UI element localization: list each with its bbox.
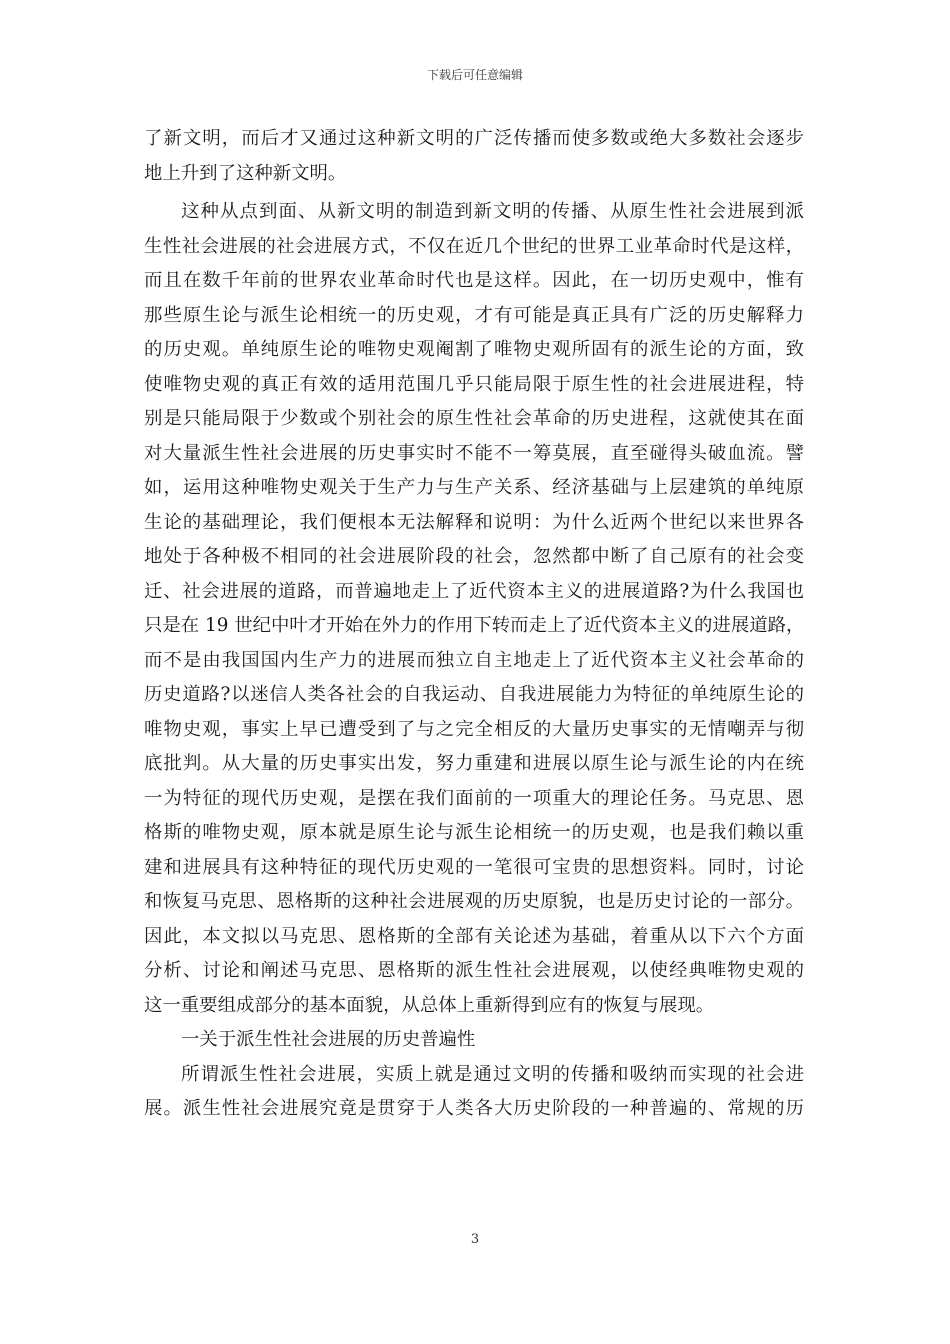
text-line: 了新文明，而后才又通过这种新文明的广泛传播而使多数或绝大多数社会逐步 [144, 128, 804, 149]
text-line: 和恢复马克思、恩格斯的这种社会进展观的历史原貌，也是历史讨论的一部分。 [144, 891, 804, 912]
text-line: 地上升到了这种新文明。 [144, 162, 347, 184]
text-line: 这种从点到面、从新文明的制造到新文明的传播、从原生性社会进展到派 [181, 201, 804, 222]
text-line: 所谓派生性社会进展，实质上就是通过文明的传播和吸纳而实现的社会进 [181, 1063, 804, 1085]
text-line: 那些原生论与派生论相统一的历史观，才有可能是真正具有广泛的历史解释力 [144, 304, 804, 326]
text-line: 如，运用这种唯物史观关于生产力与生产关系、经济基础与上层建筑的单纯原 [144, 477, 804, 498]
page-number: 3 [470, 1232, 480, 1247]
text-line: 一为特征的现代历史观，是摆在我们面前的一项重大的理论任务。马克思、恩 [144, 787, 804, 809]
text-line: 分析、讨论和阐述马克思、恩格斯的派生性社会进展观，以使经典唯物史观的 [144, 960, 804, 981]
text-line: 底批判。从大量的历史事实出发，努力重建和进展以原生论与派生论的内在统 [144, 753, 804, 774]
body-text [144, 122, 804, 1127]
text-line: 格斯的唯物史观，原本就是原生论与派生论相统一的历史观，也是我们赖以重 [144, 822, 804, 843]
text-line: 只是在 19 世纪中叶才开始在外力的作用下转而走上了近代资本主义的进展道路， [144, 615, 804, 636]
text-line: 生性社会进展的社会进展方式，不仅在近几个世纪的世界工业革命时代是这样， [144, 235, 804, 257]
text-line: 这一重要组成部分的基本面貌，从总体上重新得到应有的恢复与展现。 [144, 994, 715, 1016]
page-header: 下载后可任意编辑 [426, 68, 523, 82]
text-line: 建和进展具有这种特征的现代历史观的一笔很可宝贵的思想资料。同时，讨论 [144, 856, 804, 878]
text-line: 的历史观。单纯原生论的唯物史观阉割了唯物史观所固有的派生论的方面，致 [144, 339, 804, 360]
text-line: 别是只能局限于少数或个别社会的原生性社会革命的历史进程，这就使其在面 [144, 408, 804, 429]
text-line: 而不是由我国国内生产力的进展而独立自主地走上了近代资本主义社会革命的 [144, 649, 804, 671]
text-line: 展。派生性社会进展究竟是贯穿于人类各大历史阶段的一种普遍的、常规的历 [144, 1098, 804, 1119]
text-line: 因此，本文拟以马克思、恩格斯的全部有关论述为基础，着重从以下六个方面 [144, 925, 804, 947]
text-line: 而且在数千年前的世界农业革命时代也是这样。因此，在一切历史观中，惟有 [144, 270, 804, 291]
text-line: 历史道路?以迷信人类各社会的自我运动、自我进展能力为特征的单纯原生论的 [144, 684, 804, 705]
text-line: 地处于各种极不相同的社会进展阶段的社会，忽然都中断了自己原有的社会变 [144, 546, 804, 567]
text-line: 唯物史观，事实上早已遭受到了与之完全相反的大量历史事实的无情嘲弄与彻 [144, 718, 804, 740]
text-line: 使唯物史观的真正有效的适用范围几乎只能局限于原生性的社会进展进程，特 [144, 373, 804, 395]
text-line: 对大量派生性社会进展的历史事实时不能不一筹莫展，直至碰得头破血流。譬 [144, 442, 804, 464]
text-line: 迁、社会进展的道路，而普遍地走上了近代资本主义的进展道路?为什么我国也 [144, 580, 804, 602]
text-line: 一关于派生性社会进展的历史普遍性 [181, 1029, 476, 1050]
text-line: 生论的基础理论，我们便根本无法解释和说明：为什么近两个世纪以来世界各 [144, 511, 804, 533]
